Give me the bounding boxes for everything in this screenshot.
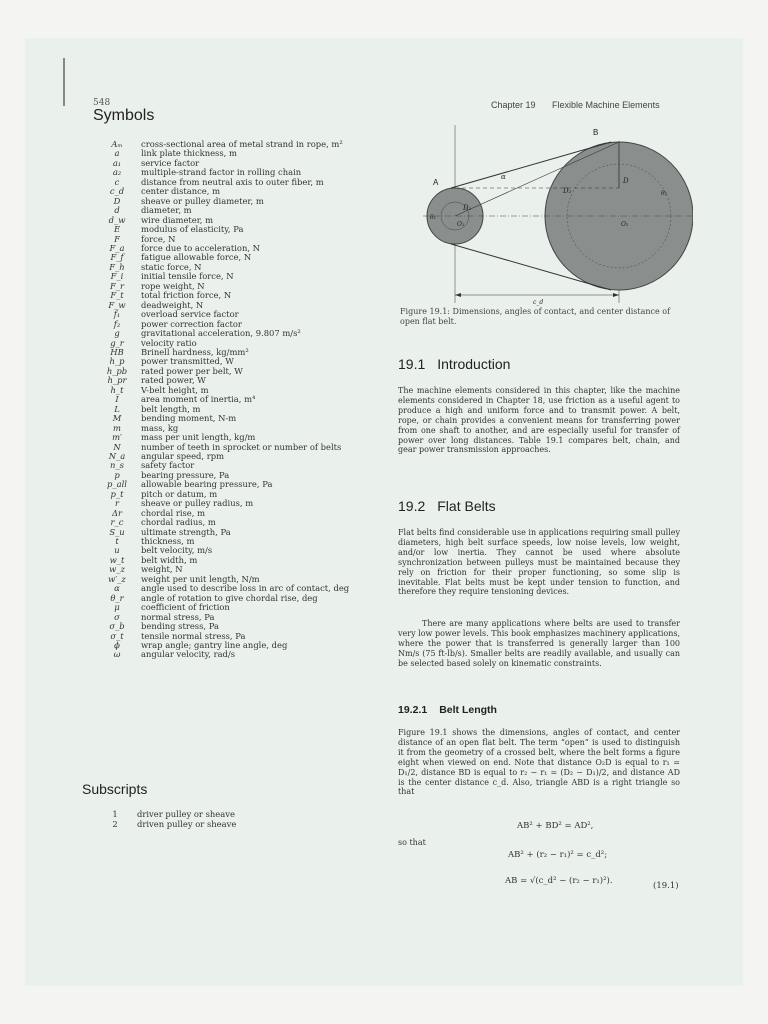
symbol-row (93, 178, 393, 187)
symbol-definition: normal stress, Pa (141, 611, 215, 622)
symbol-row (93, 546, 393, 555)
section-title: Introduction (437, 356, 511, 372)
symbol: w_z (109, 564, 125, 575)
label-D1: D₁ (463, 204, 472, 212)
symbol-definition: power transmitted, W (141, 356, 234, 367)
dimension-arrow-right (613, 293, 619, 297)
symbol: F_a (109, 242, 125, 253)
symbol-row (93, 480, 393, 489)
symbol: a₂ (112, 167, 122, 178)
symbol-definition: chordal rise, m (141, 507, 206, 518)
symbol: ϕ (114, 640, 120, 651)
symbol-definition: number of teeth in sprocket or number of belts (141, 441, 342, 452)
symbol-definition: force due to acceleration, N (141, 242, 260, 253)
symbol-definition: mass per unit length, kg/m (141, 432, 256, 443)
dimension-arrow-left (455, 293, 461, 297)
symbol-definition: belt velocity, m/s (141, 545, 213, 556)
symbol-row (93, 282, 393, 291)
symbol-row (93, 518, 393, 527)
symbol: N_a (108, 450, 126, 461)
symbol-row (93, 216, 393, 225)
symbol-definition: driven pulley or sheave (137, 819, 237, 829)
symbol-definition: angle of rotation to give chordal rise, deg (141, 592, 318, 603)
symbol-definition: bending moment, N-m (141, 413, 237, 424)
symbol-row (93, 225, 393, 234)
so-that-text: so that (398, 838, 426, 847)
symbol-definition: pitch or datum, m (141, 488, 218, 499)
section-number: 19.1 (398, 356, 426, 372)
symbol: σ (114, 611, 120, 622)
symbol-definition: safety factor (141, 460, 195, 471)
symbol: 2 (112, 819, 118, 829)
binder-clip-mark (63, 58, 65, 106)
symbol: r (114, 498, 119, 509)
symbol-definition: wrap angle; gantry line angle, deg (141, 640, 288, 651)
symbol-definition: tensile normal stress, Pa (141, 630, 246, 641)
symbol-definition: Brinell hardness, kg/mm² (141, 346, 249, 357)
symbol: p_all (107, 479, 127, 490)
section-number: 19.2 (398, 498, 426, 514)
symbol-row (93, 594, 393, 603)
symbol: m′ (112, 432, 122, 443)
section-number: 19.2.1 (398, 704, 428, 716)
symbol: a₁ (112, 157, 122, 168)
symbol-definition: V-belt height, m (141, 384, 209, 395)
equation-number: (19.1) (653, 881, 679, 891)
symbol-row (93, 140, 393, 149)
symbol: d (114, 205, 120, 216)
symbol-definition: sheave or pulley diameter, m (141, 195, 264, 206)
symbol: g_r (110, 337, 124, 348)
symbol-row (93, 641, 393, 650)
symbol-row (93, 367, 393, 376)
label-cd: c_d (533, 299, 544, 306)
symbol-row (93, 443, 393, 452)
symbol: h_t (110, 384, 124, 395)
symbol-row (93, 603, 393, 612)
symbol: m (113, 422, 121, 433)
label-D2: D₂ (563, 187, 572, 195)
symbol-definition: mass, kg (141, 422, 179, 433)
symbol-definition: modulus of elasticity, Pa (141, 224, 244, 235)
symbol: ω (113, 649, 121, 660)
symbol-definition: rated power per belt, W (141, 365, 243, 376)
symbol-row (93, 395, 393, 404)
subscripts-heading: Subscripts (82, 781, 148, 797)
symbol-row (93, 149, 393, 158)
symbol: α (114, 583, 120, 594)
symbol: w_t (109, 554, 125, 565)
symbol-row (93, 263, 393, 272)
symbol: Aₘ (111, 139, 123, 149)
page-number: 548 (93, 98, 111, 108)
symbol-definition: initial tensile force, N (141, 271, 234, 282)
equation-pythagoras: AB² + BD² = AD², (517, 821, 594, 831)
section-title: Flat Belts (437, 498, 496, 514)
section-19-1-heading (398, 356, 510, 372)
symbol-definition: deadweight, N (141, 299, 204, 310)
symbol-definition: velocity ratio (141, 337, 197, 348)
symbol: f₂ (113, 318, 121, 329)
label-theta2: θ₂ (661, 190, 668, 197)
symbol-definition: distance from neutral axis to outer fiber, m (141, 176, 324, 187)
symbol: F (114, 233, 120, 244)
belt-geometry-figure (393, 113, 693, 308)
symbol-definition: sheave or pulley radius, m (141, 498, 254, 509)
symbol-row (93, 206, 393, 215)
symbol: r_c (110, 517, 124, 528)
symbol-row (93, 499, 393, 508)
symbol: N (113, 441, 121, 452)
symbol-definition: wire diameter, m (141, 214, 214, 225)
symbol: D (113, 195, 121, 206)
symbol-definition: belt width, m (141, 554, 198, 565)
symbol-definition: angular speed, rpm (141, 450, 225, 461)
label-O1: O₁ (457, 221, 465, 228)
symbol-definition: chordal radius, m (141, 517, 216, 528)
symbol: n_s (110, 460, 124, 471)
symbol-definition: gravitational acceleration, 9.807 m/s² (141, 328, 301, 339)
symbol-row (93, 348, 393, 357)
symbol: F_t (110, 290, 124, 301)
symbol: 1 (112, 809, 118, 819)
book-page (25, 38, 743, 986)
symbol-definition: rope weight, N (141, 280, 205, 291)
symbol: a (114, 148, 120, 159)
symbol-definition: diameter, m (141, 205, 192, 216)
symbol-definition: allowable bearing pressure, Pa (141, 479, 273, 490)
subscript-row (93, 809, 236, 819)
symbol: w′_z (108, 573, 126, 584)
symbol-definition: belt length, m (141, 403, 201, 414)
symbol-definition: center distance, m (141, 186, 221, 197)
equation-substituted: AB² + (r₂ − r₁)² = c_d²; (508, 850, 608, 860)
symbol: L (114, 403, 120, 414)
symbol: I (115, 394, 119, 405)
symbol-row (93, 405, 393, 414)
symbol: c_d (109, 186, 125, 197)
symbol-row (93, 357, 393, 366)
symbol-row (93, 197, 393, 206)
introduction-paragraph: The machine elements considered in this chapter, like the machine elements considered in Chapter 18, use friction as a useful agent to produce a high and uniform force and to transmit power. A belt, rope, or chain provides a convenient means for transferring power from one shaft to another, and are especially useful for transfer of power over long distances. Table 19.1 compares belt, chain, and gear power transmission approaches. (398, 386, 680, 455)
symbol-definition: bearing pressure, Pa (141, 469, 230, 480)
running-head (491, 100, 660, 110)
symbol: u (114, 545, 120, 556)
symbol: f₁ (113, 309, 121, 320)
label-alpha: α (501, 173, 506, 181)
equation-19-1: AB = √(c_d² − (r₂ − r₁)²). (505, 876, 613, 886)
symbol: t (115, 536, 119, 547)
symbol-definition: bending stress, Pa (141, 621, 219, 632)
symbol-definition: static force, N (141, 261, 202, 272)
symbol-row (93, 253, 393, 262)
symbol-row (93, 461, 393, 470)
symbol-definition: angle used to describe loss in arc of contact, deg (141, 583, 350, 594)
flat-belts-paragraph-2: There are many applications where belts are used to transfer very low power levels. This book emphasizes machinery applications, where the power that is transferred is generally larger than 100 Nm/s (75 ft-lb/s). Smaller belts are readily available, and usually can be selected based solely on kinematic constraints. (398, 619, 680, 668)
symbol-definition: cross-sectional area of metal strand in rope, m² (141, 139, 343, 149)
symbol-definition: rated power, W (141, 375, 206, 386)
symbol-row (93, 613, 393, 622)
symbol-definition: weight per unit length, N/m (141, 573, 260, 584)
label-D: D (623, 177, 629, 185)
symbol: h_p (109, 356, 125, 367)
label-theta1: θ₁ (430, 214, 437, 221)
symbol-row (93, 556, 393, 565)
symbol: M (112, 413, 122, 424)
symbol: HB (110, 346, 124, 357)
running-head-title: Flexible Machine Elements (552, 100, 660, 110)
symbol-definition: weight, N (141, 564, 183, 575)
symbol: σ_b (109, 621, 125, 632)
symbol-row (93, 528, 393, 537)
symbol-definition: power correction factor (141, 318, 242, 329)
symbol-definition: ultimate strength, Pa (141, 526, 231, 537)
symbol: F_w (108, 299, 126, 310)
symbol-row (93, 414, 393, 423)
running-head-chapter: Chapter 19 (491, 100, 536, 110)
symbol: p (114, 469, 120, 480)
symbol-row (93, 329, 393, 338)
symbol-definition: force, N (141, 233, 176, 244)
symbol: Δr (111, 507, 123, 518)
symbol: E (113, 224, 121, 235)
symbol: g (114, 328, 120, 339)
symbol-row (93, 509, 393, 518)
label-A: A (433, 178, 439, 187)
symbol-definition: angular velocity, rad/s (141, 649, 236, 660)
symbol: c (114, 176, 120, 187)
belt-length-paragraph: Figure 19.1 shows the dimensions, angles of contact, and center distance of an open flat belt. The term “open” is used to distinguish it from the geometry of a crossed belt, where the belt forms a figure eight when viewed on end. Note that distance O₂D is equal to r₁ = D₁/2, distance BD is equal to r₂ − r₁ = (D₂ − D₁)/2, and distance AD is the center distance c_d. Also, triangle ABD is a right triangle so that (398, 728, 680, 797)
symbol: θ_r (110, 592, 124, 603)
symbol-definition: thickness, m (141, 536, 195, 547)
subscripts-list (93, 809, 236, 829)
symbol: p_t (110, 488, 124, 499)
symbol: F_r (109, 280, 124, 291)
symbol-definition: overload service factor (141, 309, 239, 320)
symbols-list (93, 140, 393, 660)
symbol-row (93, 291, 393, 300)
figure-caption: Figure 19.1: Dimensions, angles of contact, and center distance of open flat belt. (400, 307, 671, 326)
symbol: σ_t (110, 630, 124, 641)
symbol: F_h (109, 261, 125, 272)
symbol-definition: multiple-strand factor in rolling chain (141, 167, 302, 178)
symbol-definition: area moment of inertia, m⁴ (141, 394, 256, 405)
symbol: S_u (109, 526, 125, 537)
section-title: Belt Length (439, 704, 497, 716)
symbol-row (93, 376, 393, 385)
symbol: d_w (108, 214, 126, 225)
symbol: F_f (110, 252, 124, 263)
symbol: h_pb (106, 365, 128, 376)
subscript-row (93, 819, 236, 829)
symbol-row (93, 452, 393, 461)
symbol-definition: total friction force, N (141, 290, 232, 301)
symbol-row (93, 310, 393, 319)
section-19-2-heading (398, 498, 496, 514)
flat-belts-paragraph-1: Flat belts find considerable use in applications requiring small pulley diameters, high belt surface speeds, low noise levels, low weight, and/or low inertia. They cannot be used where absolute synchronization between pulleys must be maintained because they rely on friction for their proper functioning, so some slip is inevitable. Flat belts must be kept under tension to function, and therefore they require tensioning devices. (398, 528, 680, 597)
symbol-definition: service factor (141, 157, 200, 168)
symbol-definition: coefficient of friction (141, 602, 230, 613)
symbol-row (93, 537, 393, 546)
label-O2: O₂ (621, 221, 629, 228)
symbol: μ (114, 602, 120, 613)
symbol-definition: driver pulley or sheave (137, 809, 235, 819)
symbol-definition: link plate thickness, m (141, 148, 237, 159)
label-B: B (593, 128, 599, 137)
symbol: F_i (110, 271, 124, 282)
symbol: h_pr (107, 375, 127, 386)
symbol-row (93, 301, 393, 310)
symbol-row (93, 272, 393, 281)
symbol-row (93, 650, 393, 659)
section-19-2-1-heading (398, 704, 497, 716)
symbol-definition: fatigue allowable force, N (141, 252, 252, 263)
symbols-heading: Symbols (93, 107, 155, 124)
